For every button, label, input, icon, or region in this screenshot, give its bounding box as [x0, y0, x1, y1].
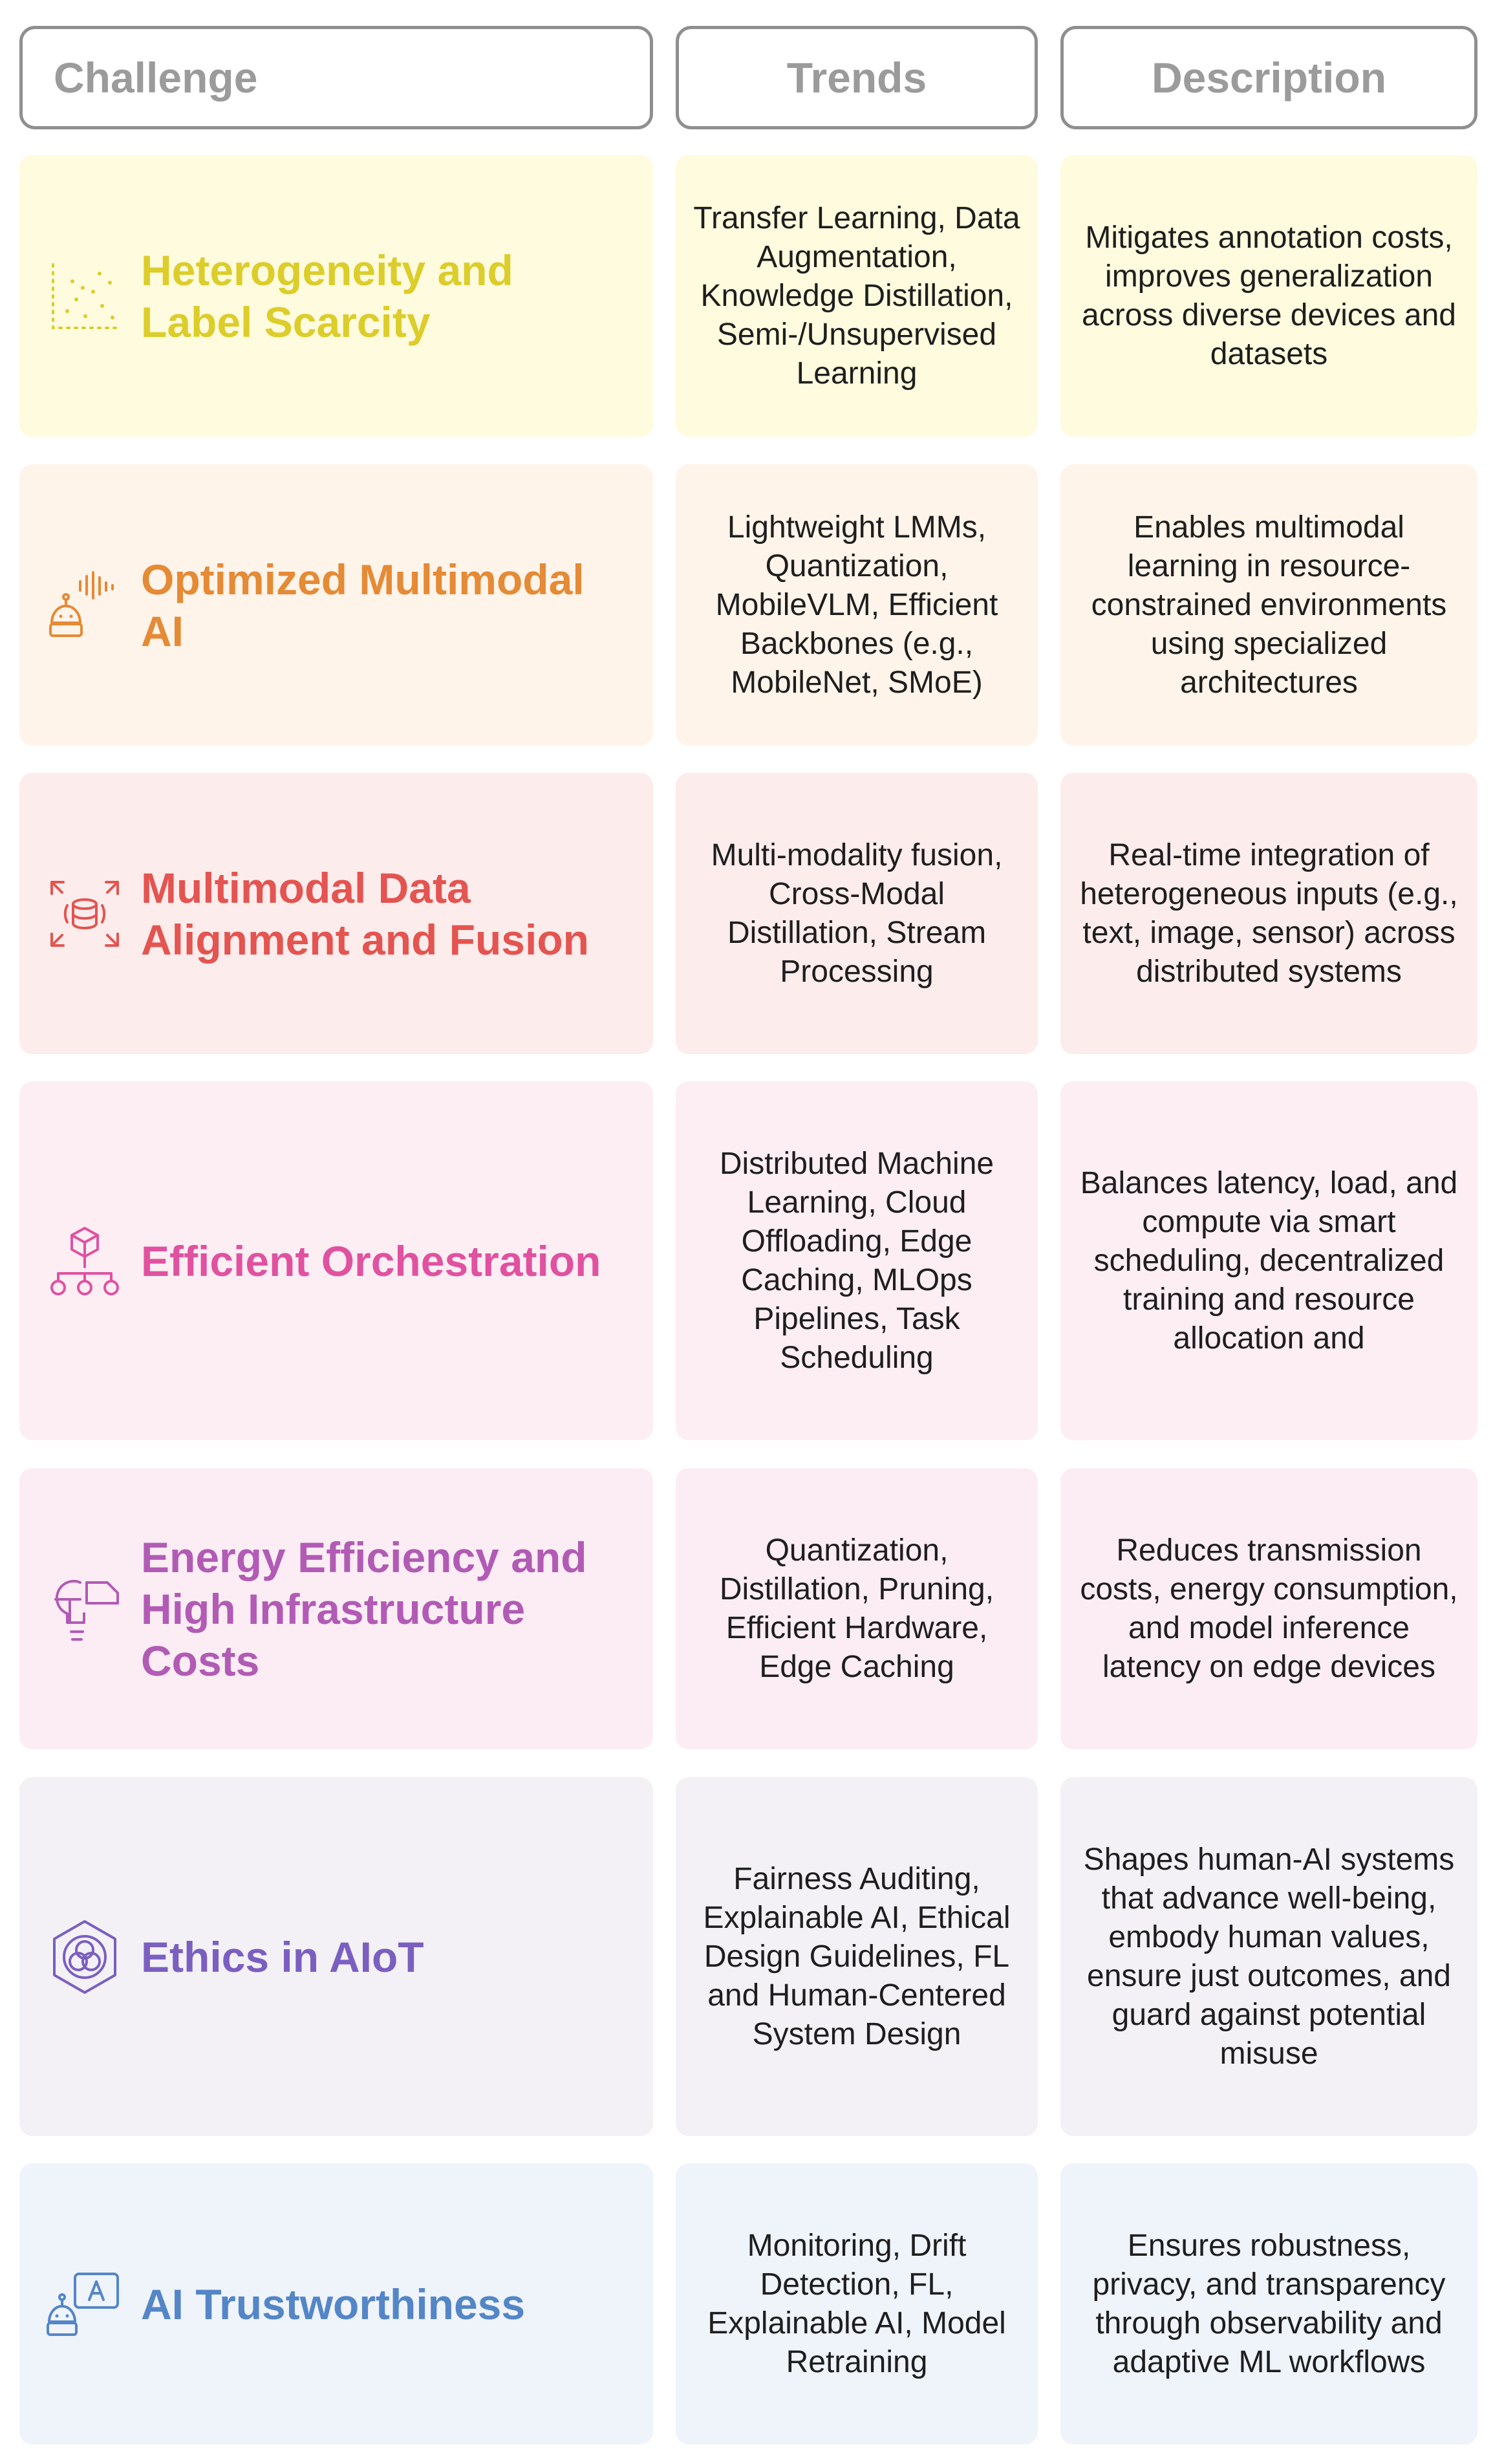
description-text: Shapes human-AI systems that advance well-being, embody human values, ensure just outcomes, and guard against potential misuse: [1083, 1842, 1455, 2071]
description-cell-multimodal-ai: [1060, 464, 1477, 746]
description-cell-heterogeneity: [1060, 155, 1477, 437]
challenge-title: Energy Efficiency and High Infrastructure Costs: [141, 1533, 587, 1685]
challenge-cell-orchestration: [19, 1081, 653, 1440]
trends-cell-ethics: [676, 1777, 1038, 2136]
description-text: Balances latency, load, and compute via smart scheduling, decentralized training and resource allocation and: [1080, 1165, 1458, 1356]
challenge-cell-multimodal-ai: [19, 464, 653, 746]
trends-text: Lightweight LMMs, Quantization, MobileVLM, Efficient Backbones (e.g., MobileNet, SMoE): [715, 510, 998, 700]
description-cell-data-alignment: [1060, 773, 1477, 1054]
trends-text: Distributed Machine Learning, Cloud Offloading, Edge Caching, MLOps Pipelines, Task Scheduling: [719, 1146, 994, 1375]
description-cell-orchestration: [1060, 1081, 1477, 1440]
trends-text: Fairness Auditing, Explainable AI, Ethical Design Guidelines, FL and Human-Centered System Design: [703, 1861, 1011, 2051]
trends-cell-data-alignment: [676, 773, 1038, 1054]
scatter-plot-icon: [43, 254, 127, 338]
trends-text: Transfer Learning, Data Augmentation, Knowledge Distillation, Semi-/Unsupervised Learning: [693, 200, 1020, 391]
description-text: Enables multimodal learning in resource-constrained environments using specialized architectures: [1091, 510, 1447, 700]
challenge-cell-energy: [19, 1468, 653, 1749]
header-description: Description: [1060, 26, 1477, 129]
trends-text: Multi-modality fusion, Cross-Modal Distillation, Stream Processing: [711, 838, 1003, 989]
challenge-cell-heterogeneity: [19, 155, 653, 437]
trends-cell-heterogeneity: [676, 155, 1038, 437]
hierarchy-icon: [43, 1219, 127, 1303]
hexagon-circles-icon: [43, 1915, 127, 1999]
trends-text: Monitoring, Drift Detection, FL, Explainable AI, Model Retraining: [707, 2228, 1006, 2379]
trends-text: Quantization, Distillation, Pruning, Efficient Hardware, Edge Caching: [719, 1533, 994, 1684]
trends-cell-multimodal-ai: [676, 464, 1038, 746]
robot-screen-icon: [43, 2262, 127, 2346]
robot-audio-icon: [43, 563, 127, 647]
challenge-title: Efficient Orchestration: [141, 1237, 601, 1285]
description-text: Reduces transmission costs, energy consumption, and model inference latency on edge devices: [1080, 1533, 1458, 1684]
challenge-cell-trustworthiness: [19, 2163, 653, 2445]
description-text: Real-time integration of heterogeneous inputs (e.g., text, image, sensor) across distributed systems: [1080, 838, 1458, 989]
description-cell-energy: [1060, 1468, 1477, 1749]
challenge-title: Optimized Multimodal AI: [141, 555, 585, 655]
trends-cell-orchestration: [676, 1081, 1038, 1440]
header-trends: Trends: [676, 26, 1038, 129]
challenge-title: Heterogeneity and Label Scarcity: [141, 246, 513, 346]
description-text: Mitigates annotation costs, improves generalization across diverse devices and datasets: [1082, 220, 1456, 371]
challenge-title: AI Trustworthiness: [141, 2280, 526, 2328]
trends-cell-energy: [676, 1468, 1038, 1749]
description-cell-trustworthiness: [1060, 2163, 1477, 2445]
challenge-cell-ethics: [19, 1777, 653, 2136]
header-challenge: Challenge: [19, 26, 653, 129]
description-cell-ethics: [1060, 1777, 1477, 2136]
description-text: Ensures robustness, privacy, and transparency through observability and adaptive ML workflows: [1092, 2228, 1446, 2379]
trends-cell-trustworthiness: [676, 2163, 1038, 2445]
challenge-title: Multimodal Data Alignment and Fusion: [141, 863, 589, 964]
lightbulb-shapes-icon: [43, 1567, 127, 1651]
challenge-cell-data-alignment: [19, 773, 653, 1054]
database-expand-icon: [43, 872, 127, 956]
challenge-title: Ethics in AIoT: [141, 1932, 424, 1981]
